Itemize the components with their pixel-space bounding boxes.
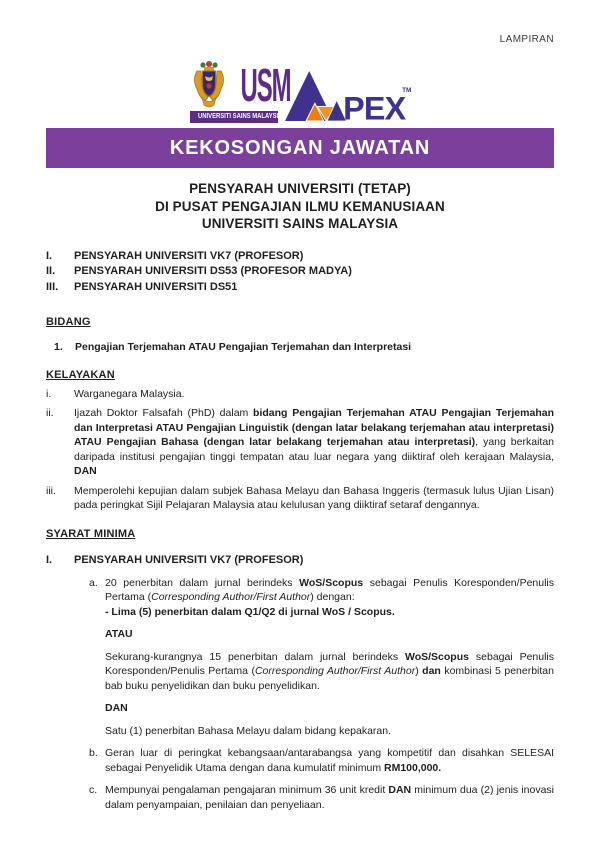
- doc-title-line-1: PENSYARAH UNIVERSITI (TETAP): [189, 181, 411, 196]
- apex-logo: [285, 69, 411, 123]
- kelayakan-item-text: Memperolehi kepujian dalam subjek Bahasa Melayu dan Bahasa Inggeris (termasuk lulus Ujian Lisan) pada peringkat Sijil Pelajaran Malaysia atau kelulusan yang diiktiraf setaraf dengannya.: [74, 484, 554, 511]
- syarat-position-label: PENSYARAH UNIVERSITI VK7 (PROFESOR): [74, 553, 304, 566]
- vacancy-banner: [46, 128, 554, 168]
- kelayakan-item-text: Ijazah Doktor Falsafah (PhD) dalam bidang Pengajian Terjemahan ATAU Pengajian Terjemahan dan Interpretasi ATAU Pengajian Linguistik (dengan latar belakang terjemahan atau interpretasi) ATAU Pengajian Bahasa (dengan latar belakang terjemahan atau interpretasi), yang berkaitan daripada institusi pengajian tinggi tempatan atau luar negara yang diiktiraf oleh kerajaan Malaysia, DAN: [74, 407, 554, 477]
- position-label: PENSYARAH UNIVERSITI DS51: [74, 280, 238, 293]
- syarat-item-c: [89, 783, 554, 812]
- syarat-item-letter: b.: [89, 747, 98, 759]
- doc-title: [46, 180, 554, 233]
- syarat-item-letter: a.: [89, 576, 98, 589]
- position-item: [46, 280, 554, 296]
- position-numeral: I.: [46, 249, 53, 262]
- kelayakan-item-numeral: ii.: [46, 407, 54, 419]
- lampiran-label: LAMPIRAN: [499, 34, 554, 45]
- syarat-item-letter: c.: [89, 784, 98, 796]
- bidang-heading: BIDANG: [46, 316, 91, 328]
- syarat-item-text: Geran luar di peringkat kebangsaan/antarabangsa yang kompetitif dan disahkan SELESAI sebagai Penyelidik Utama dengan dana kumulatif minimum RM100,000.: [105, 747, 554, 774]
- syarat-heading: SYARAT MINIMA: [46, 527, 136, 540]
- usm-wordmark: USM: [240, 59, 291, 111]
- syarat-item-text: Mempunyai pengalaman pengajaran minimum 36 unit kredit DAN minimum dua (2) jenis inovasi dalam penyampaian, penilaian dan penyeliaan.: [105, 784, 554, 811]
- position-label: PENSYARAH UNIVERSITI DS53 (PROFESOR MADYA): [74, 265, 352, 277]
- conjunction-atau: ATAU: [105, 628, 133, 640]
- usm-logo: [190, 59, 291, 123]
- usm-crest-icon: [191, 60, 227, 110]
- kelayakan-item-numeral: i.: [46, 387, 52, 400]
- syarat-item-a: [89, 576, 554, 620]
- bidang-item: [54, 340, 554, 355]
- apex-letters: PEX: [342, 90, 405, 123]
- usm-logo-top: [191, 59, 291, 111]
- doc-title-line-2: DI PUSAT PENGAJIAN ILMU KEMANUSIAAN: [155, 198, 445, 214]
- bidang-item-number: 1.: [54, 341, 63, 353]
- position-item: [46, 249, 554, 265]
- syarat-position-numeral: I.: [46, 553, 53, 566]
- conjunction-dan: DAN: [105, 702, 128, 714]
- apex-triangles-icon: [285, 69, 411, 123]
- kelayakan-item-ii: [46, 406, 554, 479]
- banner-title: KEKOSONGAN JAWATAN: [169, 137, 431, 159]
- positions-list: [46, 249, 554, 296]
- syarat-para-atau: Sekurang-kurangnya 15 penerbitan dalam jurnal berindeks WoS/Scopus sebagai Penulis Koresponden/Penulis Pertama (Corresponding Author/First Author) dan kombinasi 5 penerbitan bab buku penyelidikan dan buku penyelidikan.: [105, 650, 555, 692]
- position-item: [46, 264, 554, 280]
- syarat-position-heading: [46, 553, 554, 568]
- kelayakan-item-numeral: iii.: [46, 484, 56, 497]
- kelayakan-item-text: Warganegara Malaysia.: [74, 387, 185, 400]
- kelayakan-item-i: [46, 387, 554, 402]
- syarat-item-b: [89, 746, 554, 775]
- logo-row: [46, 60, 554, 123]
- usm-caption: UNIVERSITI SAINS MALAYSIA: [190, 111, 278, 123]
- position-numeral: II.: [46, 265, 56, 277]
- syarat-item-text: 20 penerbitan dalam jurnal berindeks WoS/Scopus sebagai Penulis Koresponden/Penulis Pertama (Corresponding Author/First Author) dengan: - Lima (5) penerbitan dalam Q1/Q2 di jurnal WoS / Scopus.: [105, 576, 555, 618]
- bidang-item-text: Pengajian Terjemahan ATAU Pengajian Terjemahan dan Interpretasi: [75, 341, 412, 353]
- kelayakan-item-iii: [46, 484, 554, 513]
- apex-tm: TM: [401, 86, 411, 94]
- syarat-para-dan: Satu (1) penerbitan Bahasa Melayu dalam bidang kepakaran.: [105, 724, 392, 737]
- doc-title-line-3: UNIVERSITI SAINS MALAYSIA: [201, 216, 399, 231]
- position-label: PENSYARAH UNIVERSITI VK7 (PROFESOR): [74, 249, 304, 262]
- position-numeral: III.: [46, 280, 59, 293]
- kelayakan-heading: KELAYAKAN: [46, 368, 115, 381]
